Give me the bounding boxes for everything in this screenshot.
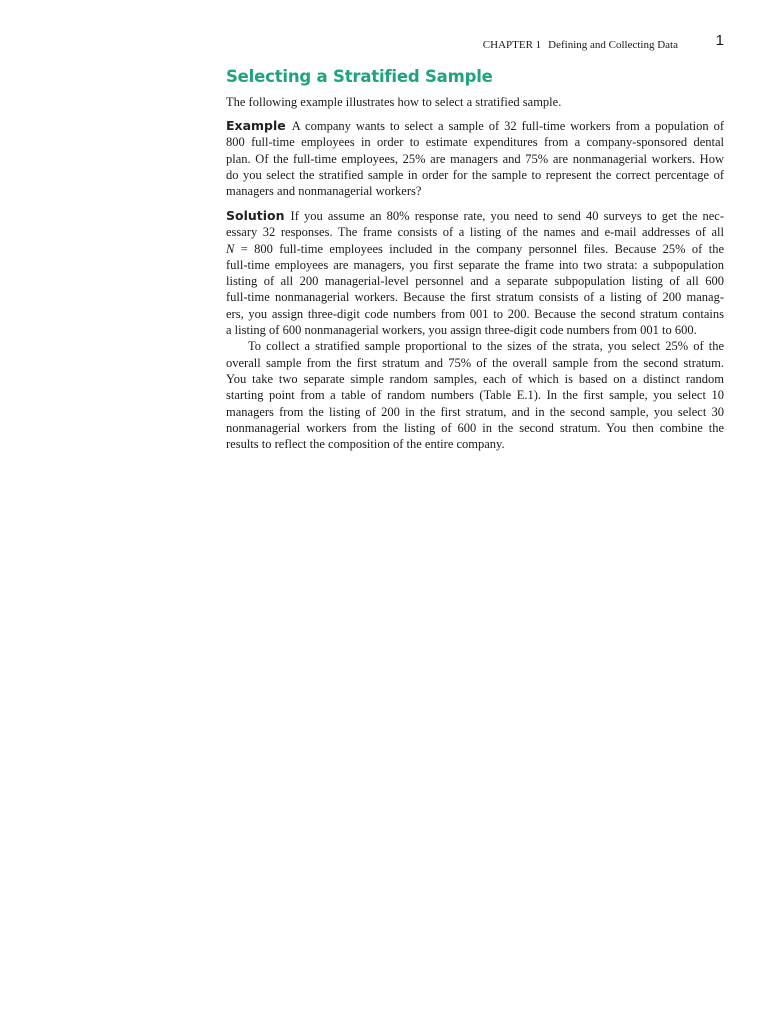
solution-p2-line-5: managers from the listing of 200 in the first stratum, and in the second sample, you select 30: [226, 404, 724, 419]
intro-paragraph: The following example illustrates how to select a stratified sample.: [226, 95, 562, 109]
section-heading: Selecting a Stratified Sample: [226, 67, 493, 86]
solution-line-1: [226, 208, 724, 224]
page-number: 1: [715, 32, 724, 49]
chapter-number: CHAPTER 1: [482, 39, 542, 51]
example-line-4: do you select the stratified sample in order for the sample to represent the correct percentage of: [226, 167, 724, 182]
solution-p2-line-7: results to reflect the composition of the entire company.: [226, 437, 505, 452]
solution-label: Solution: [226, 208, 285, 223]
solution-p2-line-1: To collect a stratified sample proportional to the sizes of the strata, you select 25% of the: [248, 339, 724, 354]
solution-line-8: a listing of 600 nonmanagerial workers, you assign three-digit code numbers from 001 to 600.: [226, 323, 697, 338]
solution-line-1-text: If you assume an 80% response rate, you need to send 40 surveys to get the nec-: [290, 209, 724, 223]
solution-line-6: full-time nonmanagerial workers. Because the first stratum consists of a listing of 200 manag-: [226, 290, 724, 305]
running-head: [226, 32, 724, 52]
chapter-label: [483, 37, 678, 53]
solution-p2-line-4: starting point from a table of random numbers (Table E.1). In the first sample, you select 10: [226, 388, 724, 403]
example-line-1: [226, 118, 724, 134]
example-line-5: managers and nonmanagerial workers?: [226, 184, 422, 199]
solution-line-2: essary 32 responses. The frame consists of a listing of the names and e-mail addresses of all: [226, 225, 724, 240]
solution-p2-line-2: overall sample from the first stratum and 75% of the overall sample from the second stratum.: [226, 355, 724, 370]
solution-line-7: ers, you assign three-digit code numbers from 001 to 200. Because the second stratum contains: [226, 306, 724, 321]
example-line-1-text: A company wants to select a sample of 32 full-time workers from a population of: [291, 119, 724, 133]
example-line-2: 800 full-time employees in order to estimate expenditures from a company-sponsored dental: [226, 135, 724, 150]
solution-line-3: N = 800 full-time employees included in the company personnel files. Because 25% of the: [226, 241, 724, 256]
example-label: Example: [226, 118, 286, 133]
solution-line-4: full-time employees are managers, you first separate the frame into two strata: a subpopulation: [226, 257, 724, 272]
example-paragraph: [226, 118, 724, 199]
example-line-3: plan. Of the full-time employees, 25% are managers and 75% are nonmanagerial workers. How: [226, 151, 724, 166]
solution-line-5: listing of all 200 managerial-level personnel and a separate subpopulation listing of all 600: [226, 274, 724, 289]
solution-paragraph: [226, 208, 724, 452]
variable-n: N: [226, 241, 235, 256]
solution-p2-line-6: nonmanagerial workers from the listing of 600 in the second stratum. You then combine the: [226, 420, 724, 435]
solution-p2-line-3: You take two separate simple random samples, each of which is based on a distinct random: [226, 371, 724, 386]
chapter-title: Defining and Collecting Data: [548, 39, 678, 51]
